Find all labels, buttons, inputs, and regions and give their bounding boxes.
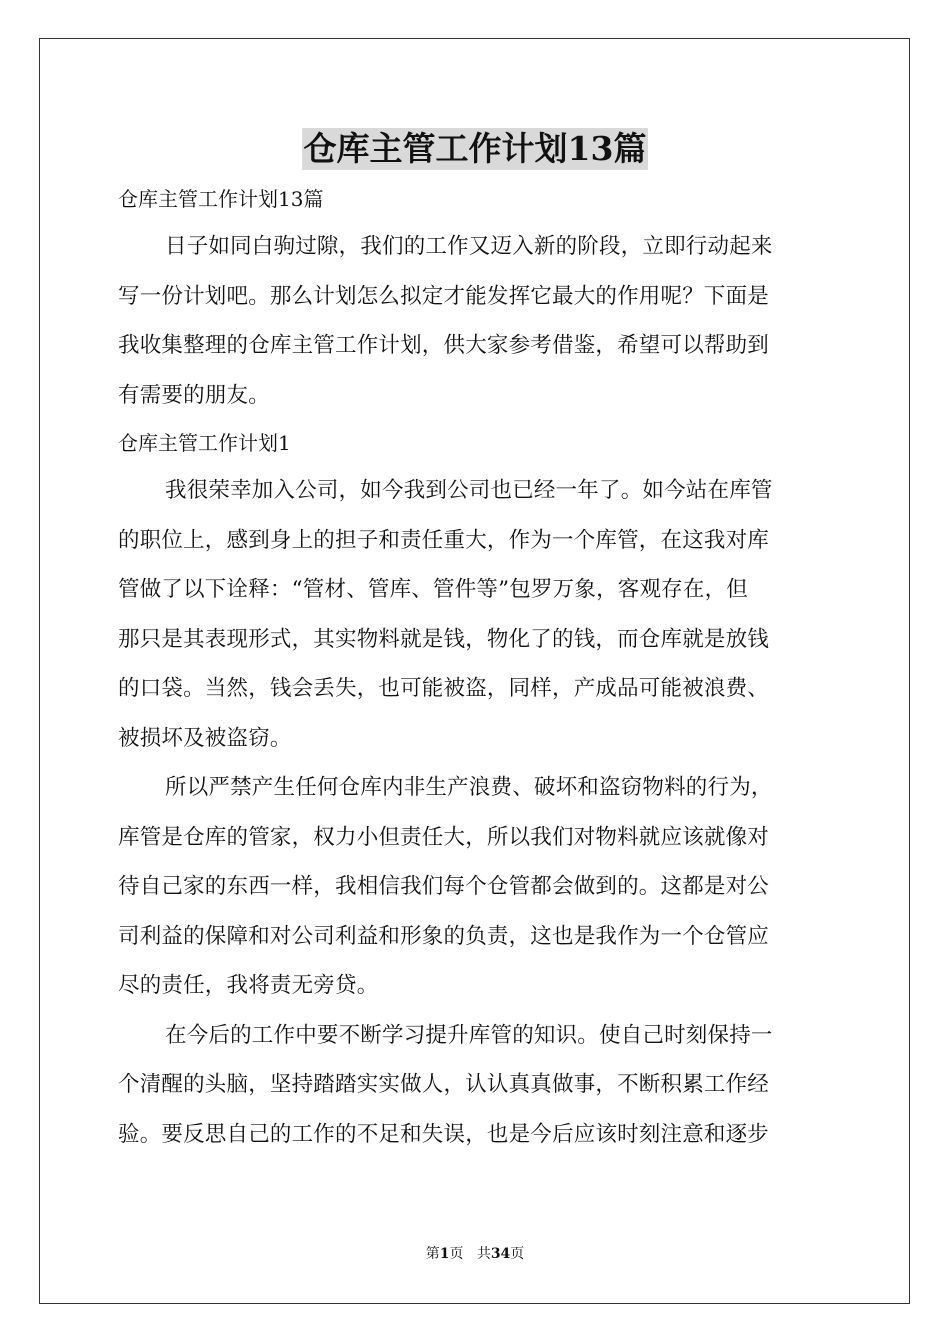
paragraph-line: 日子如同白驹过隙，我们的工作又迈入新的阶段，立即行动起来 xyxy=(165,234,773,259)
document-body xyxy=(118,176,834,1159)
section-heading: 仓库主管工作计划13篇 xyxy=(118,187,324,211)
paragraph-line: 验。要反思自己的工作的不足和失误，也是今后应该时刻注意和逐步 xyxy=(118,1121,770,1147)
paragraph-line: 个清醒的头脑，坚持踏踏实实做人，认认真真做事，不断积累工作经 xyxy=(118,1072,770,1097)
paragraph-line: 写一份计划吧。那么计划怎么拟定才能发挥它最大的作用呢？下面是 xyxy=(118,283,770,309)
paragraph-line: 所以严禁产生任何仓库内非生产浪费、破坏和盗窃物料的行为， xyxy=(165,775,773,800)
paragraph-line: 司利益的保障和对公司利益和形象的负责，这也是我作为一个仓管应 xyxy=(118,923,770,949)
paragraph-line: 尽的责任，我将责无旁贷。 xyxy=(118,973,379,998)
footer-page-prefix: 第 xyxy=(425,1246,440,1262)
footer-total-pages: 34 xyxy=(490,1246,511,1262)
paragraph-line: 有需要的朋友。 xyxy=(118,382,270,408)
paragraph-line: 被损坏及被盗窃。 xyxy=(118,725,292,751)
footer-total-prefix: 共 xyxy=(476,1246,491,1262)
paragraph-line: 在今后的工作中要不断学习提升库管的知识。使自己时刻保持一 xyxy=(165,1022,773,1048)
paragraph-line: 的口袋。当然，钱会丢失，也可能被盗，同样，产成品可能被浪费、 xyxy=(118,676,770,701)
paragraph-line: 的职位上，感到身上的担子和责任重大，作为一个库管，在这我对库 xyxy=(118,527,770,553)
document-title: 仓库主管工作计划13篇 xyxy=(303,129,647,168)
paragraph-line: 管做了以下诠释：“管材、管库、管件等”包罗万象，客观存在，但 xyxy=(118,577,748,602)
paragraph-line: 库管是仓库的管家，权力小但责任大，所以我们对物料就应该就像对 xyxy=(118,824,770,850)
paragraph-line: 我很荣幸加入公司，如今我到公司也已经一年了。如今站在库管 xyxy=(165,478,773,503)
page-footer xyxy=(0,1244,950,1264)
section-heading: 仓库主管工作计划1 xyxy=(118,431,291,455)
paragraph-line: 那只是其表现形式，其实物料就是钱，物化了的钱，而仓库就是放钱 xyxy=(118,626,770,652)
paragraph-line: 待自己家的东西一样，我相信我们每个仓管都会做到的。这都是对公 xyxy=(118,874,770,899)
footer-total-suffix: 页 xyxy=(510,1246,525,1262)
footer-page-number: 1 xyxy=(439,1246,450,1262)
paragraph-line: 我收集整理的仓库主管工作计划，供大家参考借鉴，希望可以帮助到 xyxy=(118,333,770,358)
footer-page-suffix: 页 xyxy=(449,1246,464,1262)
title-wrap xyxy=(0,128,950,170)
